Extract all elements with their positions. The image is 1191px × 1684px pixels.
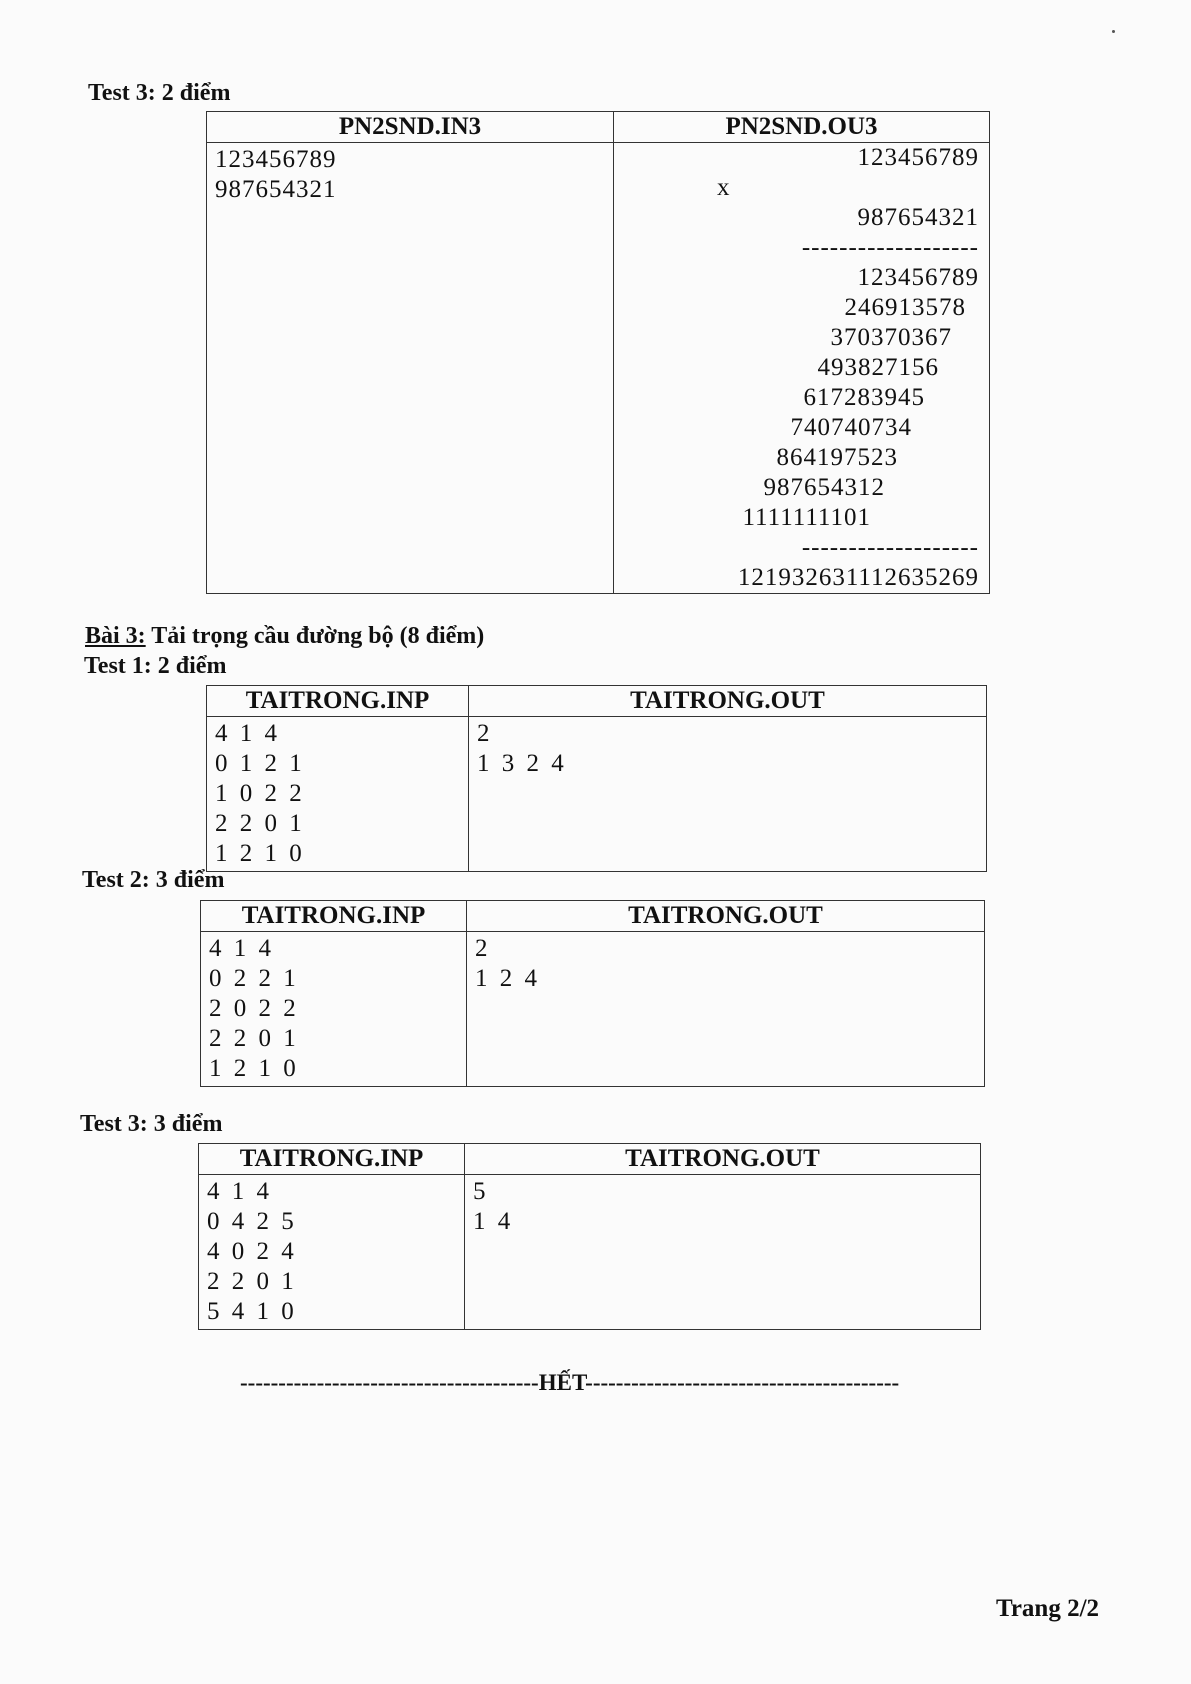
output-cell xyxy=(465,1175,981,1330)
test3-heading: Test 3: 3 điểm xyxy=(80,1111,223,1137)
scan-speck xyxy=(1112,30,1115,33)
input-cell xyxy=(199,1175,465,1330)
output-file-header: TAITRONG.OUT xyxy=(465,1144,981,1175)
input-cell xyxy=(207,717,469,872)
input-line: 0 4 2 5 xyxy=(207,1208,297,1235)
input-line: 1 2 1 0 xyxy=(209,1055,299,1082)
output-line: 1 3 2 4 xyxy=(477,750,567,777)
input-line: 4 1 4 xyxy=(209,935,274,962)
output-line: 2 xyxy=(477,720,493,747)
output-divider: ------------------- xyxy=(801,534,979,561)
output-line: 370370367 xyxy=(830,324,952,351)
output-line: x xyxy=(717,174,731,201)
test2-heading: Test 2: 3 điểm xyxy=(82,867,225,893)
page-number: Trang 2/2 xyxy=(996,1595,1100,1622)
output-line: 493827156 xyxy=(817,354,939,381)
input-line: 4 1 4 xyxy=(207,1178,272,1205)
output-line: 1111111101 xyxy=(742,504,871,531)
test1-heading: Test 1: 2 điểm xyxy=(84,653,227,679)
pn2snd-test-table xyxy=(206,111,990,594)
output-line: 5 xyxy=(473,1178,489,1205)
output-line: 1 2 4 xyxy=(475,965,540,992)
input-line: 4 0 2 4 xyxy=(207,1238,297,1265)
input-line: 1 2 1 0 xyxy=(215,840,305,867)
output-file-header: TAITRONG.OUT xyxy=(469,686,987,717)
output-line: 123456789 xyxy=(857,264,979,291)
input-line: 2 2 0 1 xyxy=(207,1268,297,1295)
taitrong-test3-table xyxy=(198,1143,981,1330)
output-line: 987654312 xyxy=(763,474,885,501)
section-title: Tải trọng cầu đường bộ (8 điểm) xyxy=(145,623,485,649)
input-cell xyxy=(207,143,614,594)
output-line: 987654321 xyxy=(857,204,979,231)
input-line: 0 2 2 1 xyxy=(209,965,299,992)
output-line: 1 4 xyxy=(473,1208,514,1235)
output-cell xyxy=(467,932,985,1087)
output-line: 2 xyxy=(475,935,491,962)
input-line: 1 0 2 2 xyxy=(215,780,305,807)
output-line: 740740734 xyxy=(790,414,912,441)
test3-heading-part2: Test 3: 2 điểm xyxy=(88,80,231,106)
input-line: 0 1 2 1 xyxy=(215,750,305,777)
output-file-header: PN2SND.OU3 xyxy=(614,112,990,143)
input-file-header: TAITRONG.INP xyxy=(207,686,469,717)
input-line: 2 2 0 1 xyxy=(215,810,305,837)
input-file-header: TAITRONG.INP xyxy=(201,901,467,932)
input-file-header: TAITRONG.INP xyxy=(199,1144,465,1175)
input-line: 987654321 xyxy=(215,176,337,203)
output-line: 123456789 xyxy=(857,144,979,171)
section-label: Bài 3: xyxy=(85,623,146,649)
input-line: 123456789 xyxy=(215,146,337,173)
output-line: 864197523 xyxy=(776,444,898,471)
input-file-header: PN2SND.IN3 xyxy=(207,112,614,143)
end-marker: ---------------------------------------HẾT----------------------------------------- xyxy=(240,1370,900,1395)
section-heading xyxy=(85,623,484,650)
output-line: 617283945 xyxy=(803,384,925,411)
input-line: 4 1 4 xyxy=(215,720,280,747)
output-line: 121932631112635269 xyxy=(737,564,979,591)
output-cell xyxy=(614,143,990,594)
taitrong-test1-table xyxy=(206,685,987,872)
output-divider: ------------------- xyxy=(801,234,979,261)
input-line: 5 4 1 0 xyxy=(207,1298,297,1325)
input-line: 2 2 0 1 xyxy=(209,1025,299,1052)
input-cell xyxy=(201,932,467,1087)
output-cell xyxy=(469,717,987,872)
output-file-header: TAITRONG.OUT xyxy=(467,901,985,932)
output-line: 246913578 xyxy=(844,294,966,321)
input-line: 2 0 2 2 xyxy=(209,995,299,1022)
taitrong-test2-table xyxy=(200,900,985,1087)
